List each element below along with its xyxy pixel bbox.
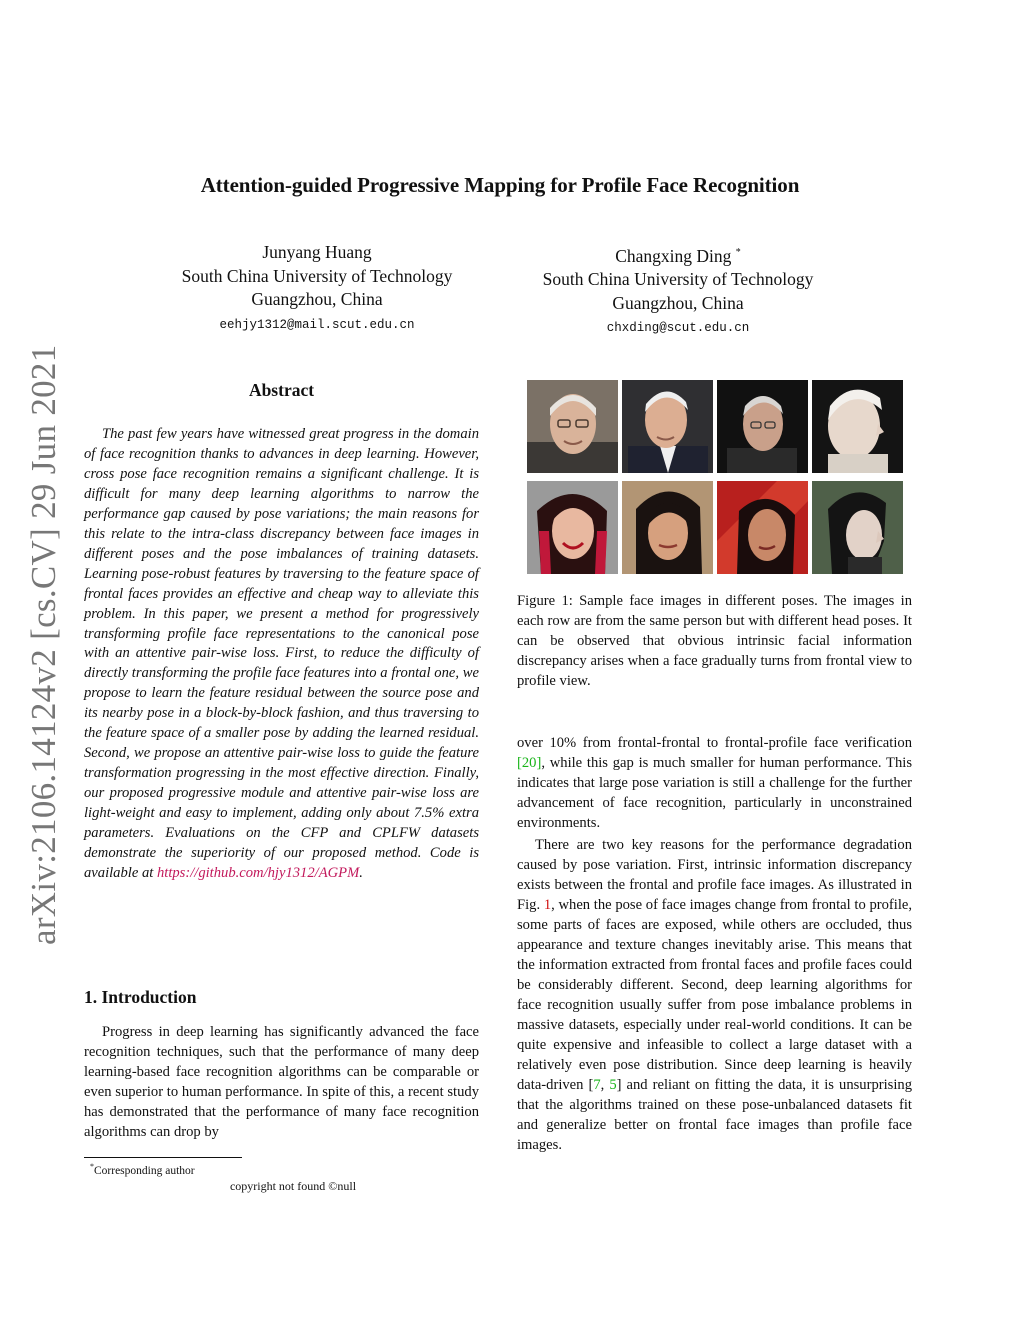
author-affiliation: South China University of Technology (181, 265, 453, 286)
text-run: , while this gap is much smaller for human performance. This indicates that large pose variation is still a challenge for the further advancement of face recognition, particularly in unconstrained environments. (517, 755, 912, 831)
figure-ref-link[interactable]: 1 (543, 897, 552, 913)
text-run: , when the pose of face images change from frontal to profile, some parts of faces are exposed, while others are occluded, thus appearance and texture changes inevitably arise. This means that the information extracted from frontal faces and profile faces could be considerably different. Second, deep learning algorithms for face recognition usually suffer from pose imbalance problems in massive datasets, especially under real-world conditions. It can be quite expensive and infeasible to collect a large dataset with a relatively even pose distribution. Since deep learning is heavily data-driven [ (517, 897, 913, 1093)
arxiv-identifier: arXiv:2106.14124v2 [cs.CV] 29 Jun 2021 (24, 344, 63, 945)
author-block-1 (137, 241, 497, 339)
section-heading-introduction: 1. Introduction (84, 987, 197, 1007)
author-location: Guangzhou, China (612, 292, 744, 313)
face-image-row1-slight-turn (622, 380, 713, 473)
footnote-text: Corresponding author (94, 1164, 195, 1177)
text-run: over 10% from frontal-frontal to frontal-profile face verification (517, 735, 912, 751)
abstract-text: The past few years have witnessed great progress in the domain of face recognition thanks to advances in deep learning. However, cross pose face recognition remains a significant challenge. It is difficult for many deep learning algorithms to narrow the performance gap caused by pose variations; the main reasons for this relate to the intra-class discrepancy between face images in different poses and the pose imbalances of training datasets. Learning pose-robust features by traversing to the feature space of frontal faces provides an effective and cheap way to alleviate this problem. In this paper, we present a method for progressively transforming profile face representations to the canonical pose with an attentive pair-wise loss. First, to reduce the difficulty of directly transforming the profile face features into a frontal one, we propose to learn the feature residual between the source pose and its nearby pose in a block-by-block fashion, and thus traversing to the feature space of a smaller pose by adding the learned residual. Second, we propose an attentive pair-wise loss to guide the feature transformation progressing in the most effective direction. Finally, our proposed progressive module and attentive pair-wise loss are light-weight and easy to implement, adding only about 7.5% extra parameters. Evaluations on the CFP and CPLFW datasets demonstrate the superiority of our proposed method. Code is available at (84, 426, 479, 881)
author-email[interactable]: eehjy1312@mail.scut.edu.cn (219, 317, 415, 332)
author-name: Junyang Huang (262, 242, 372, 262)
author-name-line (498, 241, 858, 268)
author-affiliation: South China University of Technology (542, 269, 814, 290)
face-image-row2-frontal (527, 481, 618, 574)
face-image-row1-profile (812, 380, 903, 473)
citation-separator: , (600, 1077, 610, 1093)
copyright-notice: copyright not found ©null (229, 1179, 357, 1193)
figure-1-caption: Figure 1: Sample face images in different poses. The images in each row are from the same person but with different head poses. It can be observed that obvious intrinsic facial information discrepancy arises when a face gradually turns from frontal view to profile view. (517, 593, 912, 689)
face-image-row1-half-profile (717, 380, 808, 473)
footnote-mark: * (90, 1162, 94, 1171)
face-image-row2-half-profile (717, 481, 808, 574)
author-block-2 (498, 241, 858, 342)
face-image-row1-frontal (527, 380, 618, 473)
introduction-paragraph: Progress in deep learning has significantly advanced the face recognition techniques, such that the performance of many deep learning-based face recognition algorithms can be comparable or even superior to human performance. In spite of this, a recent study has demonstrated that the performance of many face recognition algorithms can drop by (84, 1024, 479, 1140)
figure-1-face-grid (527, 380, 903, 575)
abstract-end: . (359, 864, 363, 881)
right-paragraph-2 (517, 835, 912, 1155)
abstract-body (84, 425, 479, 884)
right-column-body (517, 733, 912, 1155)
citation-link-7[interactable]: 7 (593, 1077, 601, 1093)
citation-link-5[interactable]: 5 (609, 1077, 617, 1093)
abstract-heading: Abstract (248, 380, 315, 400)
author-email[interactable]: chxding@scut.edu.cn (606, 321, 750, 336)
face-image-row2-profile (812, 481, 903, 574)
right-paragraph-1 (517, 733, 912, 833)
face-image-row2-slight-turn (622, 481, 713, 574)
citation-link-20[interactable]: [20] (517, 755, 542, 771)
author-name: Changxing Ding (615, 245, 732, 266)
author-location: Guangzhou, China (251, 289, 383, 309)
footnote (90, 1162, 195, 1177)
footnote-rule (84, 1157, 242, 1158)
text-run: There are two key reasons for the performance degradation caused by pose variation. First, intrinsic information discrepancy exists between the frontal and profile face images. As illustrated in Fig. (517, 837, 912, 913)
text-run: ] and reliant on fitting the data, it is unsurprising that the algorithms trained on these pose-unbalanced datasets fit and generalize better on frontal face images than profile face images. (517, 1077, 912, 1153)
paper-title: Attention-guided Progressive Mapping for Profile Face Recognition (200, 173, 800, 197)
code-link[interactable]: https://github.com/hjy1312/AGPM (156, 864, 360, 881)
corresponding-mark: * (735, 247, 741, 258)
introduction-body (84, 1022, 479, 1142)
